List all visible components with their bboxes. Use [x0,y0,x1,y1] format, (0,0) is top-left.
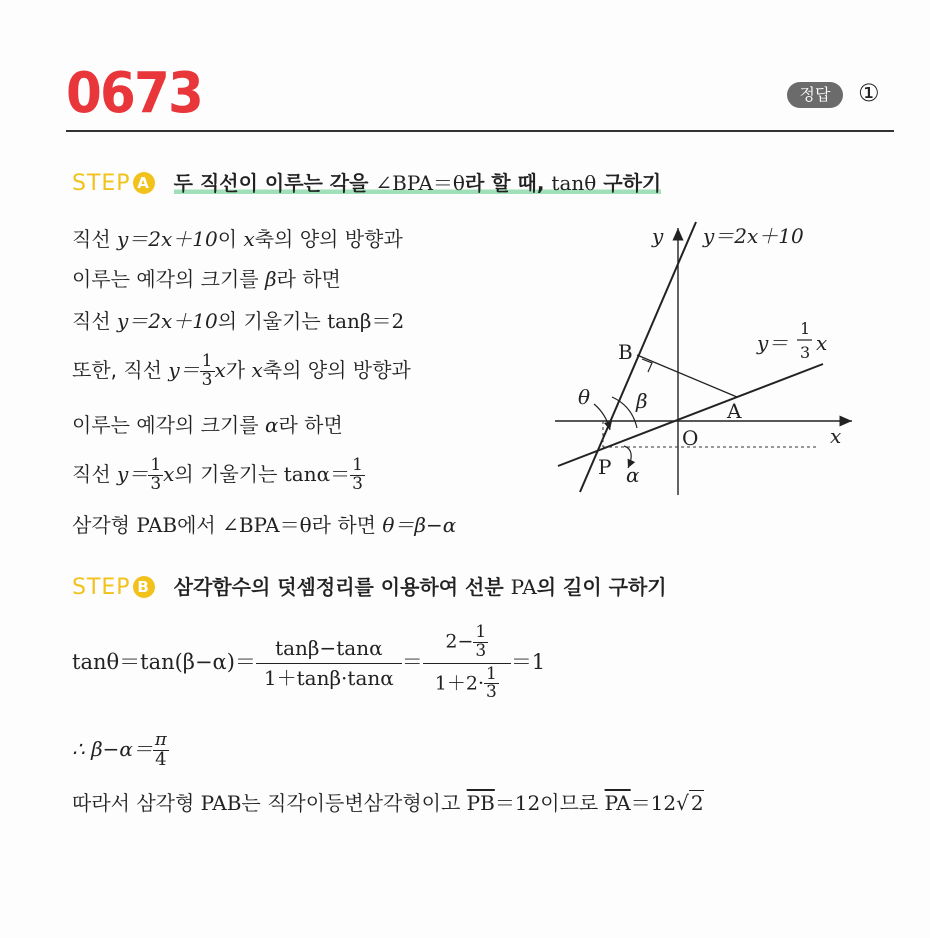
theta-label: θ [578,385,591,409]
step-b-title: 삼각함수의 덧셈정리를 이용하여 선분 PA의 길이 구하기 [173,575,667,599]
header-divider [66,130,894,132]
line2-label-num: 1 [800,319,811,338]
step-a-line-3: 직선 y＝2x＋10의 기울기는 tanβ＝2 [72,309,405,333]
answer-badge: 정답 [787,82,843,108]
step-b-label: STEP B [72,575,155,600]
answer-value: ① [858,79,880,107]
line-y-third-x [558,364,823,466]
step-a-line-1: 직선 y＝2x＋10이 x축의 양의 방향과 [72,227,403,251]
step-a-line-6: 직선 y＝ $\frac{1}{3}$ x의 기울기는 tanα＝ $\frac{1}{3}$ [72,455,363,494]
sqrt-sign-icon: √ [676,791,689,815]
origin-label: O [682,426,699,450]
step-b-heading [72,572,667,603]
step-a-heading [72,168,661,199]
problem-number: 0673 [66,61,203,126]
line2-label-den: 3 [800,343,811,362]
step-b-letter-icon: B [133,576,155,598]
y-axis-label: y [652,224,664,248]
x-axis-label: x [830,424,842,448]
tan-theta-equation: tanθ＝tan(β−α)＝ $\frac{\tan\beta-\tan\alpha}{1+\tan\beta\cdot\tan\alpha}$ ＝ 2− $\frac{1}{3}$ 1＋2· $\frac{1}{3}$ ＝1 [72,621,546,703]
step-a-letter-icon: A [133,172,155,194]
step-a-line-4: 또한, 직선 y＝ $\frac{1}{3}$ x가 x축의 양의 방향과 [72,351,411,390]
point-B-label: B [618,340,633,364]
step-a-line-2: 이루는 예각의 크기를 β라 하면 [72,267,341,291]
step-a-label: STEP A [72,171,155,196]
beta-arc [612,397,637,428]
point-A-label: A [727,399,742,423]
line2-label-post: x [816,331,828,355]
step-a-title: 두 직선이 이루는 각을 ∠BPA＝θ라 할 때, tanθ 구하기 [173,171,662,195]
segment-BA [637,355,737,397]
step-a-line-7: 삼각형 PAB에서 ∠BPA＝θ라 하면 θ＝β−α [72,513,457,537]
step-a-line-5: 이루는 예각의 크기를 α라 하면 [72,413,343,437]
conclusion-line: 따라서 삼각형 PAB는 직각이등변삼각형이고 $\overline{PB}=12$이므로 $\overline{PA}=12√$ 2 [72,791,704,815]
point-P-label: P [598,455,612,479]
graph-figure [540,215,880,505]
line1-label: y＝2x＋10 [703,224,804,248]
beta-label: β [636,389,648,413]
alpha-label: α [626,463,640,487]
line2-label-pre: y＝ [757,331,789,355]
therefore-line: ∴ β−α＝ $\frac{\pi}{4}$ [72,729,167,770]
